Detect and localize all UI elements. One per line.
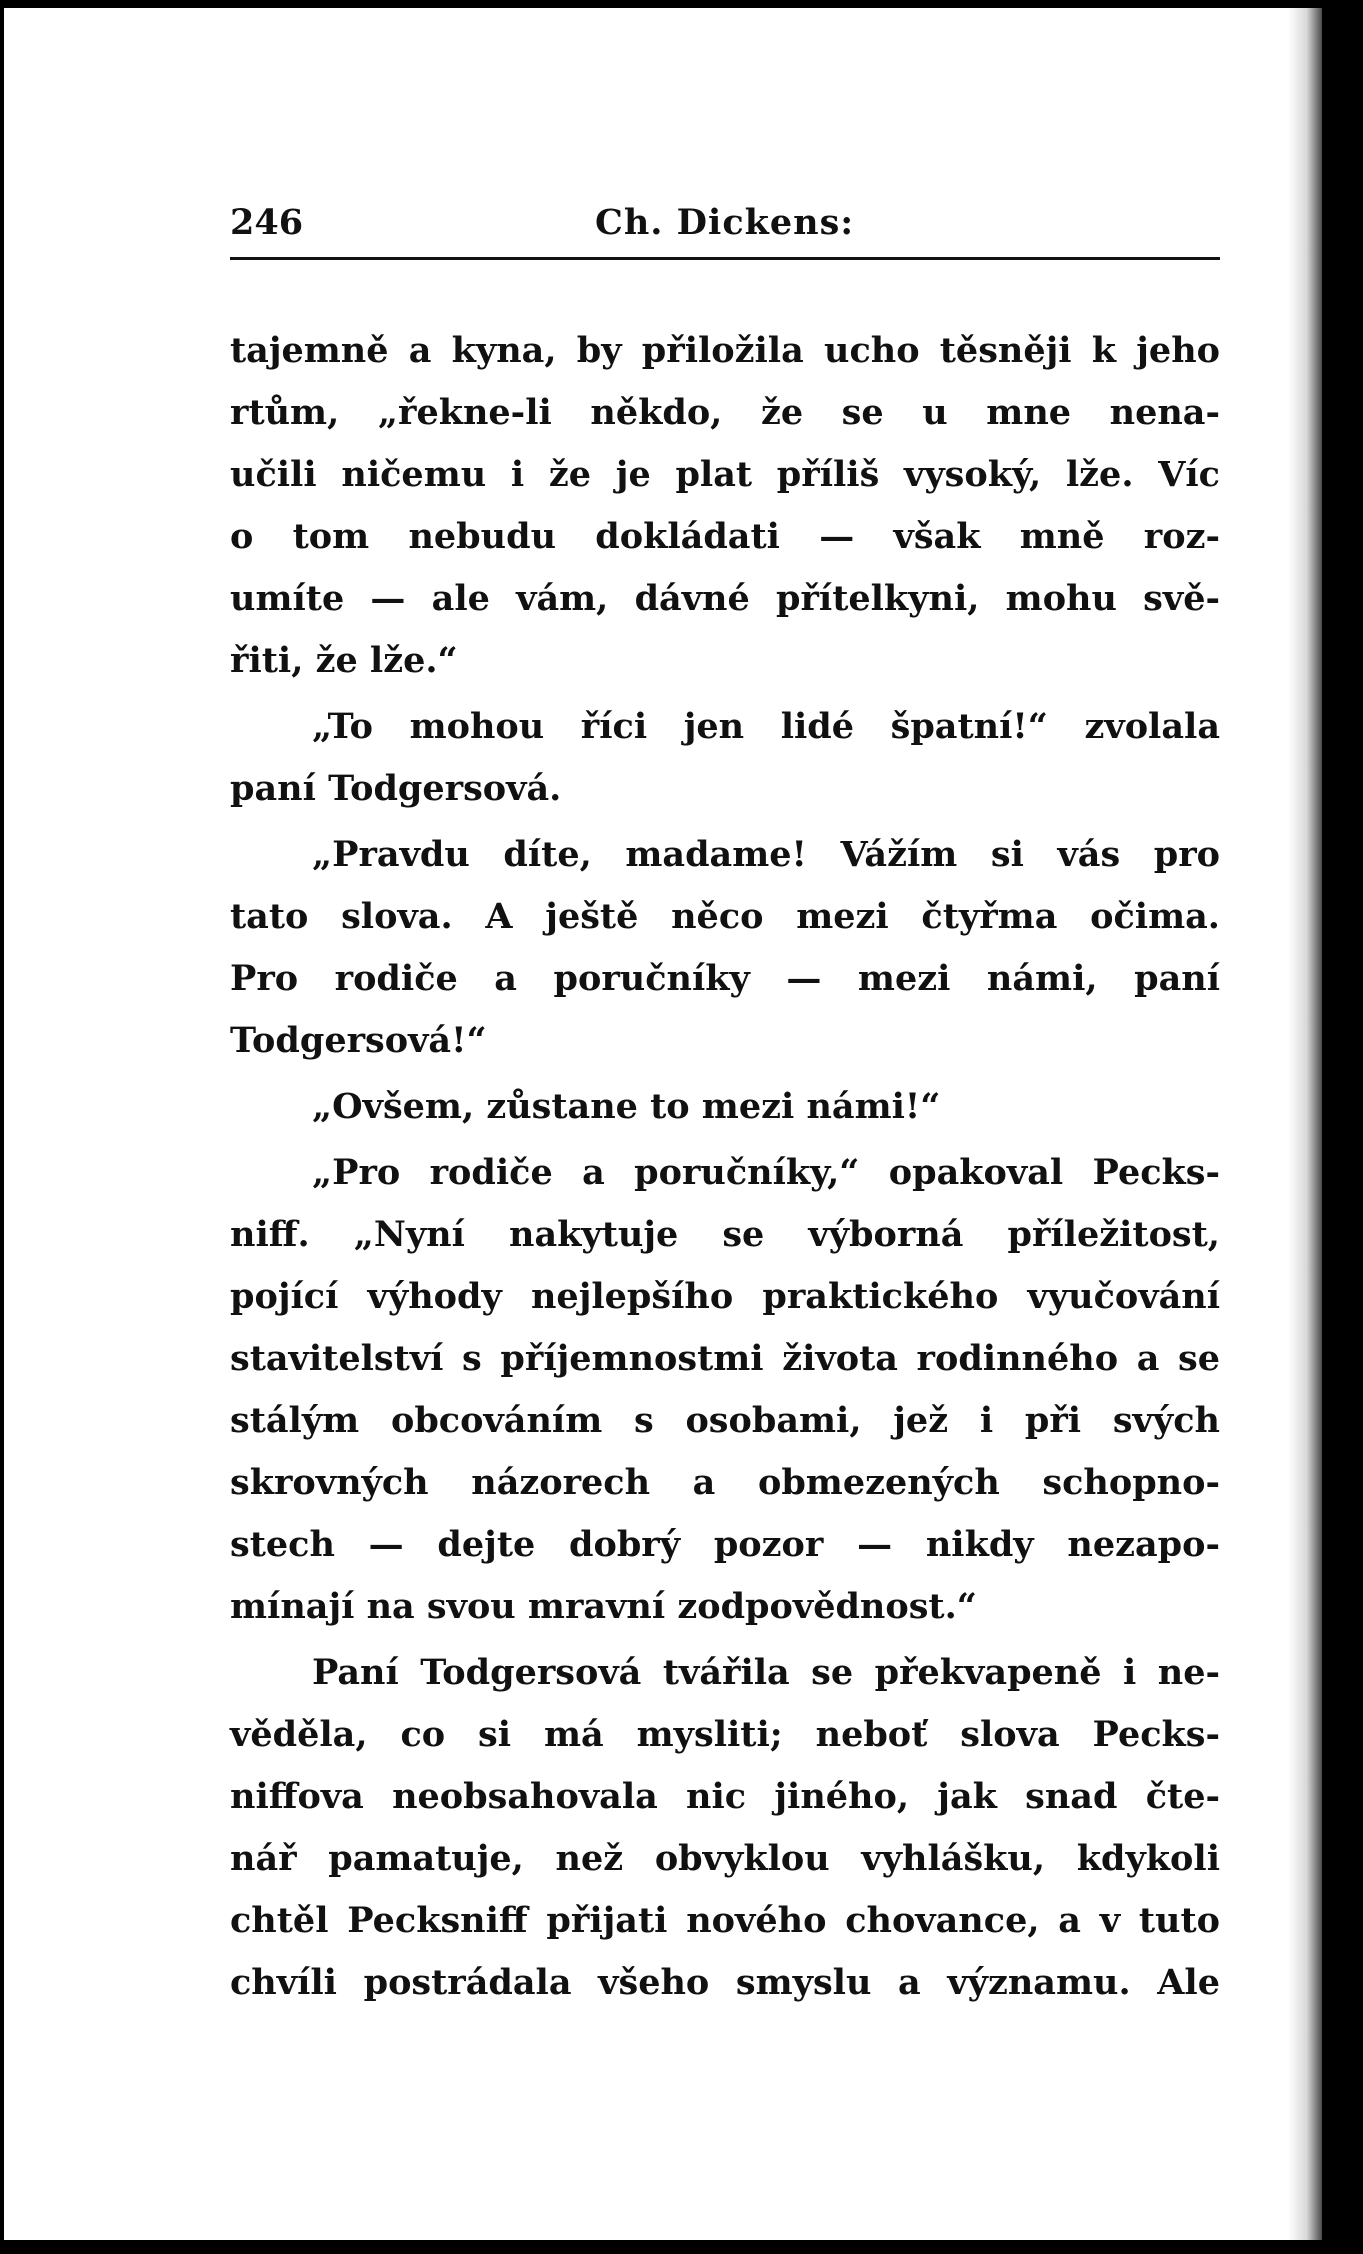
text-line: tato slova. A ještě něco mezi čtyřma očima. xyxy=(230,896,1220,937)
text-line: mínají na svou mravní zodpovědnost.“ xyxy=(230,1586,977,1627)
text-line: o tom nebudu dokládati — však mně roz- xyxy=(230,516,1220,557)
text-line: niffova neobsahovala nic jiného, jak snad čte- xyxy=(230,1776,1220,1817)
text-line: učili ničemu i že je plat příliš vysoký, lže. Víc xyxy=(230,454,1220,495)
text-line: umíte — ale vám, dávné přítelkyni, mohu svě- xyxy=(230,578,1220,619)
page-binding-edge xyxy=(1288,8,1322,2240)
running-head: Ch. Dickens: xyxy=(595,202,855,243)
text-line: paní Todgersová. xyxy=(230,768,562,809)
page-header xyxy=(230,196,1220,250)
text-line: chvíli postrádala všeho smyslu a významu. Ale xyxy=(230,1962,1220,2003)
page-number: 246 xyxy=(230,202,304,243)
text-line: chtěl Pecksniff přijati nového chovance, a v tuto xyxy=(230,1900,1220,1941)
text-line: niff. „Nyní nakytuje se výborná příležitost, xyxy=(230,1214,1220,1255)
body-text xyxy=(230,320,1220,2014)
text-line: stavitelství s příjemnostmi života rodinného a se xyxy=(230,1338,1220,1379)
text-line: Todgersová!“ xyxy=(230,1020,487,1061)
text-line: pojící výhody nejlepšího praktického vyučování xyxy=(230,1276,1220,1317)
book-page xyxy=(4,8,1322,2240)
text-line: „Pro rodiče a poručníky,“ opakoval Pecks- xyxy=(312,1152,1220,1193)
text-line: „Ovšem, zůstane to mezi námi!“ xyxy=(312,1086,941,1127)
text-line: věděla, co si má mysliti; neboť slova Pecks- xyxy=(230,1714,1220,1755)
text-line: Paní Todgersová tvářila se překvapeně i ne- xyxy=(312,1652,1220,1693)
text-line: „To mohou říci jen lidé špatní!“ zvolala xyxy=(312,706,1220,747)
text-line: stálým obcováním s osobami, jež i při svých xyxy=(230,1400,1220,1441)
text-line: stech — dejte dobrý pozor — nikdy nezapo- xyxy=(230,1524,1220,1565)
text-line: „Pravdu díte, madame! Vážím si vás pro xyxy=(312,834,1220,875)
text-line: řiti, že lže.“ xyxy=(230,640,458,681)
text-line: skrovných názorech a obmezených schopno- xyxy=(230,1462,1220,1503)
text-line: rtům, „řekne-li někdo, že se u mne nena- xyxy=(230,392,1220,433)
text-line: tajemně a kyna, by přiložila ucho těsněji k jeho xyxy=(230,330,1220,371)
text-line: nář pamatuje, než obvyklou vyhlášku, kdykoli xyxy=(230,1838,1220,1879)
text-block xyxy=(230,8,1220,2240)
header-rule xyxy=(230,257,1220,260)
text-line: Pro rodiče a poručníky — mezi námi, paní xyxy=(230,958,1220,999)
